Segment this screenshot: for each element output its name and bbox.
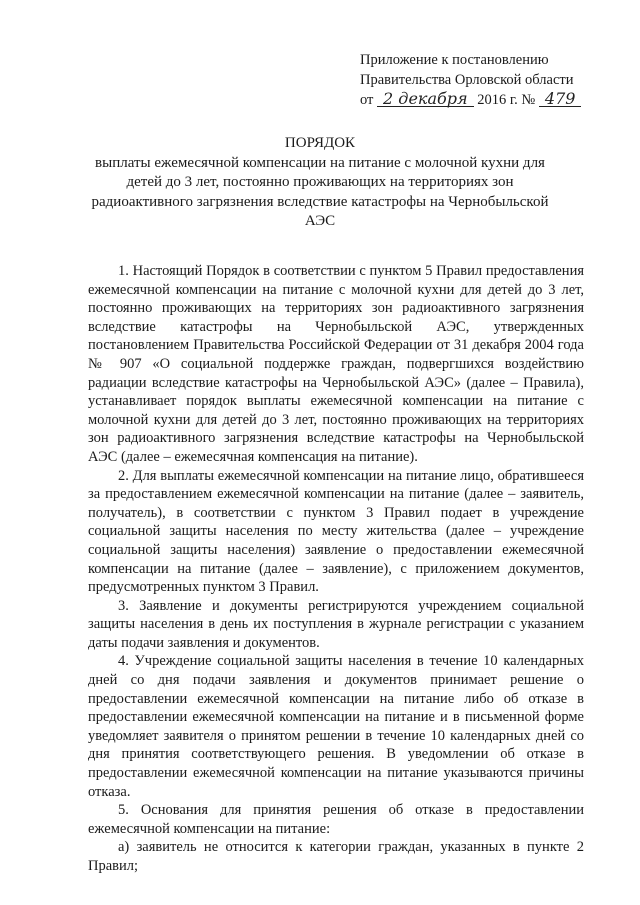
handwritten-date: 2 декабря — [377, 91, 474, 107]
appendix-block — [360, 50, 610, 110]
document-title — [80, 134, 560, 232]
handwritten-number: 479 — [539, 91, 582, 107]
title-subtitle: выплаты ежемесячной компенсации на питание с молочной кухни для детей до 3 лет, постоянно проживающих на территориях зон радиоактивного загрязнения вследствие катастрофы на Чернобыльской АЭС — [91, 154, 549, 229]
paragraph-3: 3. Заявление и документы регистрируются учреждением социальной защиты населения в день их поступления в журнале регистрации с указанием даты подачи заявления и документов. — [88, 597, 584, 651]
title-heading: ПОРЯДОК — [284, 135, 356, 151]
appendix-line-2: Правительства Орловской области — [360, 72, 574, 88]
paragraph-5a: а) заявитель не относится к категории граждан, указанных в пункте 2 Правил; — [88, 839, 584, 874]
date-prefix: от — [360, 92, 374, 108]
paragraph-1: 1. Настоящий Порядок в соответствии с пунктом 5 Правил предоставления ежемесячной компенсации на питание с молочной кухни для детей до 3 лет, постоянно проживающих на территориях зон радиоактивного загрязнения вследствие катастрофы на Чернобыльской АЭС, утвержденных постановлением Правительства Российской Федерации от 31 декабря 2004 года № 907 «О социальной поддержке граждан, подвергшихся воздействию радиации вследствие катастрофы на Чернобыльской АЭС» (далее – Правила), устанавливает порядок выплаты ежемесячной компенсации на питание с молочной кухни для детей до 3 лет, постоянно проживающих на территориях зон радиоактивного загрязнения вследствие катастрофы на Чернобыльской АЭС (далее – ежемесячная компенсация на питание). — [88, 263, 584, 465]
paragraph-2: 2. Для выплаты ежемесячной компенсации на питание лицо, обратившееся за предоставлением ежемесячной компенсации на питание (далее – заявитель, получатель), в соответствии с пунктом 3 Правил подает в учреждение социальной защиты населения по месту жительства (далее – учреждение социальной защиты населения) заявление о предоставлении ежемесячной компенсации на питание (далее – заявление), с приложением документов, предусмотренных пунктом 3 Правил. — [88, 467, 584, 596]
paragraph-4: 4. Учреждение социальной защиты населения в течение 10 календарных дней со дня подачи заявления и документов принимает решение о предоставлении ежемесячной компенсации на питание либо об отказе в предоставлении ежемесячной компенсации на питание и в письменной форме уведомляет заявителя о принятом решении в течение 10 календарных дней со дня принятия соответствующего решения. В уведомлении об отказе в предоставлении ежемесячной компенсации на питание указываются причины отказа. — [88, 653, 584, 800]
paragraph-5: 5. Основания для принятия решения об отказе в предоставлении ежемесячной компенсации на питание: — [88, 802, 584, 837]
document-body — [88, 262, 584, 876]
appendix-date-line — [360, 90, 610, 110]
appendix-line-1: Приложение к постановлению — [360, 52, 549, 68]
year-text: 2016 г. № — [477, 92, 536, 108]
